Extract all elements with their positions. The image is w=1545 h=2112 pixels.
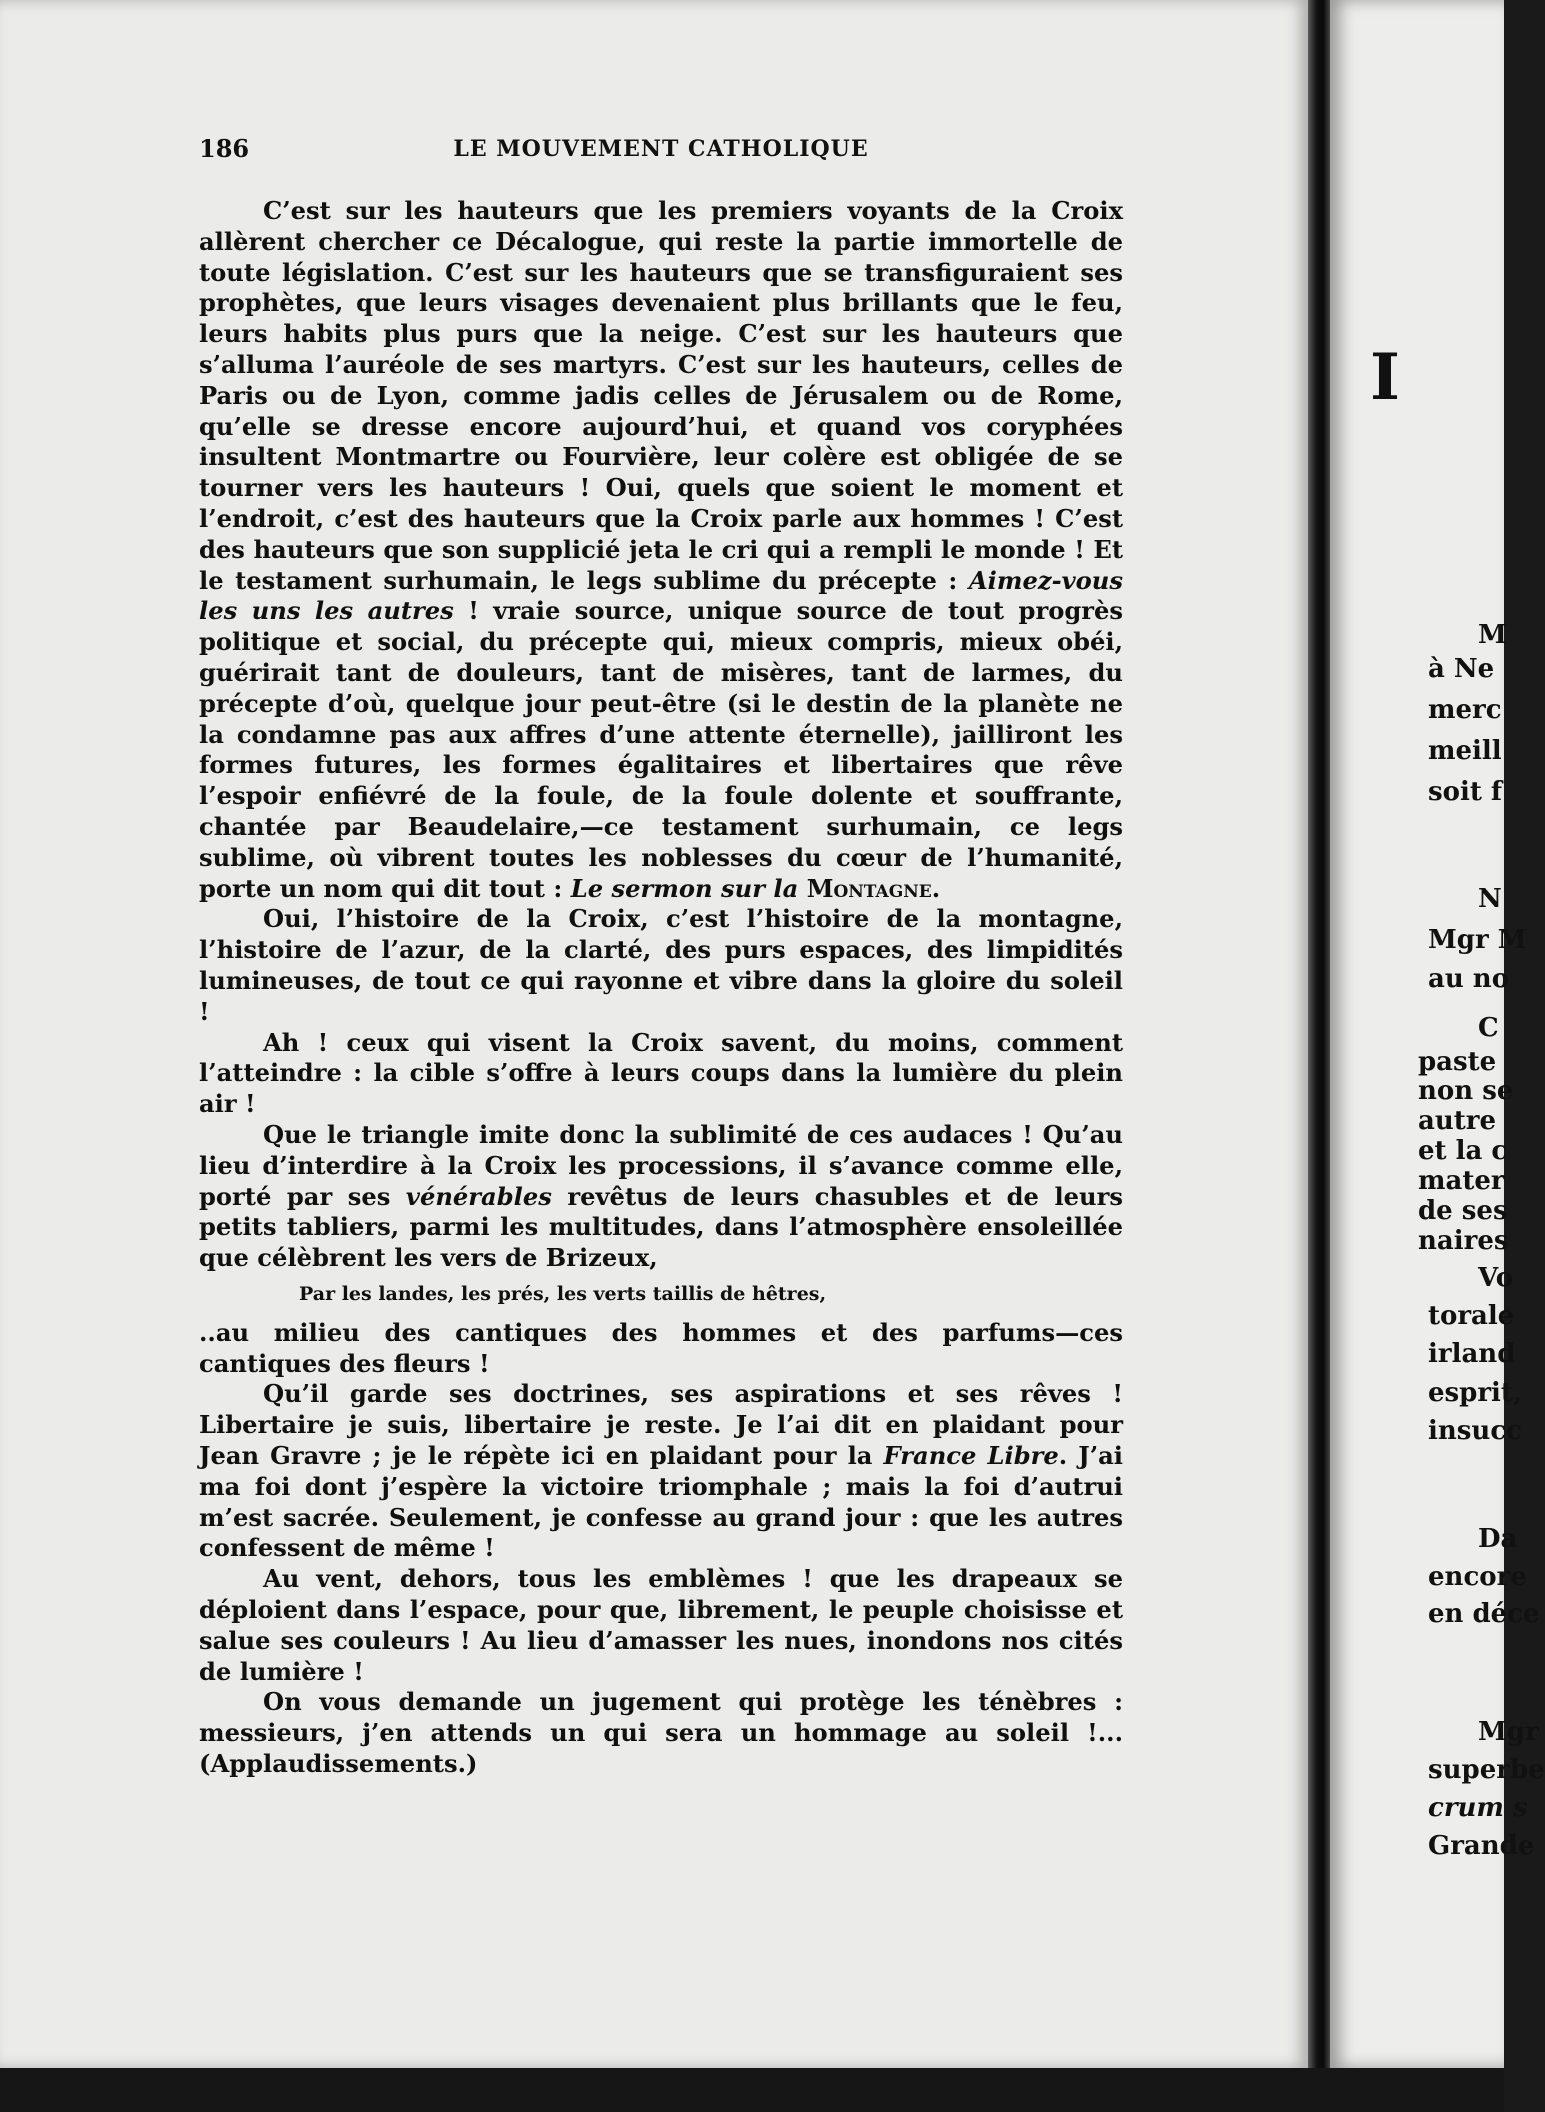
facing-fragment: naires [1418,1226,1509,1256]
facing-fragment: paste [1418,1047,1497,1077]
book-gutter [1308,0,1330,2112]
facing-fragment: Mgr [1478,1717,1539,1747]
facing-fragment: insucc [1428,1416,1522,1446]
facing-fragment: autre [1418,1106,1496,1136]
facing-fragment: N [1478,884,1502,914]
paragraph-8: On vous demande un jugement qui protège les ténèbres : messieurs, j’en attends un qui sera un hommage au soleil !... (Applaudissements.) [199,1687,1123,1779]
facing-fragment: au no [1428,964,1510,994]
header-title: LE MOUVEMENT CATHOLIQUE [453,136,869,162]
facing-fragment: encore [1428,1562,1527,1592]
facing-fragment: irland [1428,1339,1516,1369]
body-text [199,196,1123,1780]
facing-fragment: et la c [1418,1136,1508,1166]
paragraph-5: ..au milieu des cantiques des hommes et des parfums—ces cantiques des fleurs ! [199,1317,1123,1378]
facing-fragment: mater [1418,1166,1505,1196]
paragraph-4: Que le triangle imite donc la sublimité de ces audaces ! Qu’au lieu d’interdire à la Croix les processions, il s’avance comme elle, porté par ses vénérables revêtus de leurs chasubles et de leurs petits tabliers, parmi les multitudes, dans l’atmosphère ensoleillée que célèbrent les vers de Brizeux, [199,1119,1123,1273]
running-head [199,134,1123,168]
facing-fragment: meill [1428,736,1502,766]
paragraph-7: Au vent, dehors, tous les emblèmes ! que les drapeaux se déploient dans l’espace, pour que, librement, le peuple choisisse et salue ses couleurs ! Au lieu d’amasser les nues, inondons nos cités de lumière ! [199,1564,1123,1686]
paragraph-2: Oui, l’histoire de la Croix, c’est l’histoire de la montagne, l’histoire de l’azur, de la clarté, des purs espaces, des limpidités lumineuses, de tout ce qui rayonne et vibre dans la gloire du soleil ! [199,904,1123,1026]
facing-fragment: soit f [1428,777,1503,807]
verse-quote: Par les landes, les prés, les verts taillis de hêtres, [299,1282,827,1305]
paragraph-3: Ah ! ceux qui visent la Croix savent, du moins, comment l’atteindre : la cible s’offre à leurs coups dans la lumière du plein air ! [199,1027,1123,1119]
facing-fragment: en déce [1428,1599,1540,1629]
page-number: 186 [199,134,250,163]
scan-border [0,2068,1504,2112]
facing-fragment: C [1478,1013,1499,1043]
facing-fragment: merc [1428,695,1502,725]
facing-fragment: Da [1478,1524,1518,1554]
facing-fragment: superbe [1428,1755,1545,1785]
facing-fragment: Grande [1428,1831,1535,1861]
facing-fragment: à Ne [1428,654,1495,684]
paragraph-6: Qu’il garde ses doctrines, ses aspirations et ses rêves ! Libertaire je suis, libertaire je reste. Je l’ai dit en plaidant pour Jean Gravre ; je le répète ici en plaidant pour la France Libre. J’ai ma foi dont j’espère la victoire triomphale ; mais la foi d’autrui m’est sacrée. Seulement, je confesse au grand jour : que les autres confessent de même ! [199,1379,1123,1563]
facing-fragment: crum s [1428,1793,1528,1823]
facing-page [1330,0,1545,2068]
facing-fragment: de ses [1418,1196,1508,1226]
facing-fragment: M [1478,620,1507,650]
facing-fragment: non se [1418,1076,1514,1106]
facing-fragment: esprit, [1428,1378,1522,1408]
paragraph-1: C’est sur les hauteurs que les premiers voyants de la Croix allèrent chercher ce Décalogue, qui reste la partie immortelle de toute législation. C’est sur les hauteurs que se transfiguraient ses prophètes, que leurs visages devenaient plus brillants que le feu, leurs habits plus purs que la neige. C’est sur les hauteurs que s’alluma l’auréole de ses martyrs. C’est sur les hauteurs, celles de Paris ou de Lyon, comme jadis celles de Jérusalem ou de Rome, qu’elle se dresse encore aujourd’hui, et quand vos coryphées insultent Montmartre ou Fourvière, leur colère est obligée de se tourner vers les hauteurs ! Oui, quels que soient le moment et l’endroit, c’est des hauteurs que la Croix parle aux hommes ! C’est des hauteurs que son supplicié jeta le cri qui a rempli le monde ! Et le testament surhumain, le legs sublime du précepte : Aimez-vous les uns les autres ! vraie source, unique source de tout progrès politique et social, du précepte qui, mieux compris, mieux obéi, guérirait tant de douleurs, tant de misères, tant de larmes, du précepte d’où, quelque jour peut-être (si le destin de la planète ne la condamne pas aux affres d’une attente éternelle), jailliront les formes futures, les formes égalitaires et libertaires que rêve l’espoir enfiévré de la foule, de la foule dolente et souffrante, chantée par Beaudelaire,—ce testament surhumain, ce legs sublime, où vibrent toutes les noblesses du cœur de l’humanité, porte un nom qui dit tout : Le sermon sur la Montagne. [199,196,1123,903]
facing-fragment: I [1370,340,1400,415]
facing-fragment: Mgr M [1428,925,1527,955]
facing-fragment: Vo [1478,1263,1514,1293]
facing-fragment: torale [1428,1301,1515,1331]
